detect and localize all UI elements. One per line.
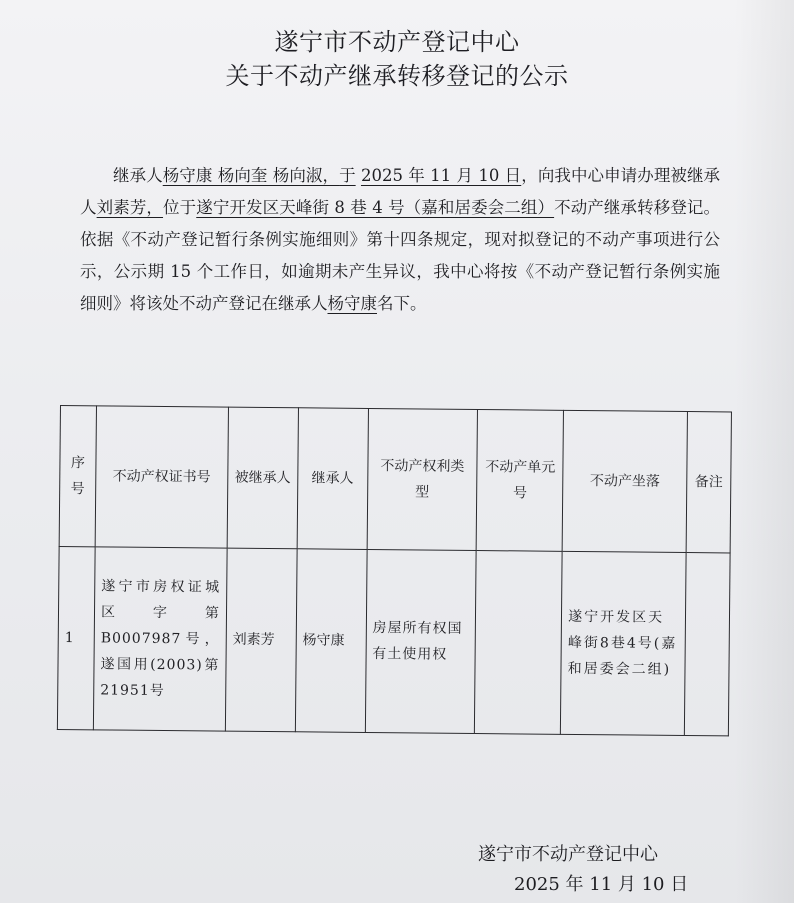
text-end: 名下。: [377, 294, 427, 313]
cell-heir: 杨守康: [295, 549, 367, 733]
cell-index: 1: [57, 546, 95, 729]
header-cert-no: 不动产权证书号: [95, 406, 228, 548]
org-title: 遂宁市不动产登记中心: [274, 28, 520, 56]
header-decedent: 被继承人: [227, 407, 298, 549]
table-row: [57, 546, 730, 735]
header-index: 序号: [59, 406, 96, 547]
header-unit-no: 不动产单元号: [477, 410, 564, 552]
cell-location: 遂宁开发区天峰街8巷4号(嘉和居委会二组): [561, 551, 687, 735]
table-header-row: [59, 406, 731, 553]
text-located: 位于: [163, 198, 197, 217]
notice-body: [80, 160, 720, 320]
header-heir: 继承人: [297, 408, 368, 550]
text-basis: 不动产继承转移登记。依据《不动产登记暂行条例实施细则》第十四条规定，现对拟登记的不动产事项进行公示，公示期 15 个工作日，如逾期未产生异议，我中心将按《不动产登记暂行条例实施细则》将该处不动产登记在继承人: [80, 198, 721, 313]
cell-cert-no: 遂宁市房权证城区字第B0007987号，遂国用(2003)第21951号: [93, 547, 227, 731]
property-location: 遂宁开发区天峰街 8 巷 4 号（嘉和居委会二组）: [196, 198, 555, 217]
text-heir-label: 继承人: [113, 166, 163, 185]
header-note: 备注: [686, 412, 731, 553]
registration-table: [57, 405, 732, 736]
decedent-name: 刘素芳，: [96, 198, 164, 217]
registered-heir: 杨守康: [327, 294, 377, 313]
heir-names: 杨守康 杨向奎 杨向淑，: [162, 166, 340, 185]
text-on: 于: [339, 166, 356, 185]
notice-title: 关于不动产继承转移登记的公示: [225, 62, 569, 90]
cell-right-type: 房屋所有权国有土使用权: [365, 549, 477, 733]
page-shadow: [734, 0, 794, 903]
signature-block: [478, 840, 688, 900]
cell-unit-no: [475, 551, 563, 735]
cell-note: [684, 553, 730, 736]
signature-date: 2025 年 11 月 10 日: [514, 874, 689, 895]
notice-paragraph: [80, 160, 720, 320]
application-date: 2025 年 11 月 10 日: [360, 166, 522, 185]
header-right-type: 不动产权利类型: [367, 408, 478, 550]
cell-decedent: 刘素芳: [225, 548, 297, 732]
text-apply: ，向我中心申请办理被继承人: [80, 166, 721, 217]
header-location: 不动产坐落: [562, 410, 687, 552]
signature-org: 遂宁市不动产登记中心: [478, 844, 658, 865]
